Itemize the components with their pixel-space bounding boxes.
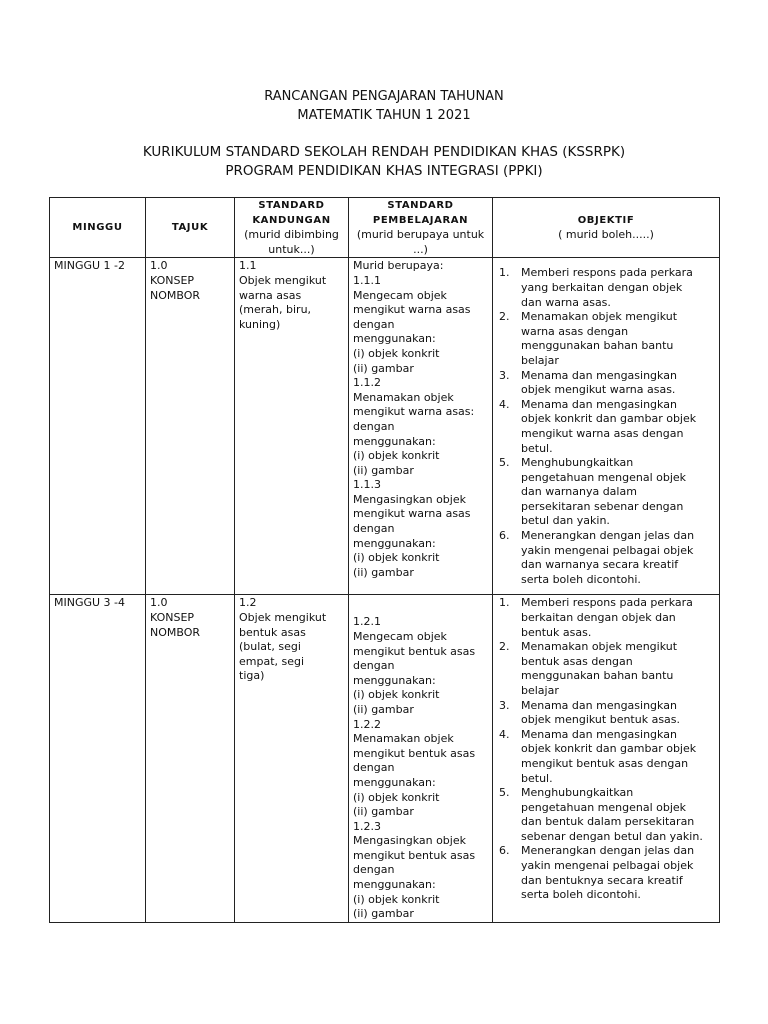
sp-line: (i) objek konkrit — [353, 551, 440, 565]
objektif-line: Menerangkan dengan jelas dan — [521, 529, 695, 543]
sp-line: (ii) gambar — [353, 361, 414, 375]
list-item — [497, 699, 715, 728]
sp-line: Mengasingkan objek — [353, 834, 466, 848]
sp-line: mengikut warna asas: — [353, 405, 475, 419]
sp-line: mengikut warna asas — [353, 507, 471, 521]
list-number: 2. — [499, 640, 510, 654]
cell-tajuk — [146, 258, 235, 595]
list-item — [497, 786, 715, 844]
sk-line: kuning) — [239, 317, 281, 331]
cell-standard-kandungan — [235, 595, 349, 922]
objektif-line: persekitaran sebenar dengan — [521, 499, 684, 513]
sk-line: bentuk asas — [239, 625, 306, 639]
header-obj-line1: OBJEKTIF — [577, 214, 635, 226]
objektif-line: Menerangkan dengan jelas dan — [521, 844, 695, 858]
objektif-line: Menama dan mengasingkan — [521, 368, 677, 382]
list-item — [497, 310, 715, 368]
objektif-line: yakin mengenai pelbagai objek — [521, 543, 694, 557]
list-number: 6. — [499, 529, 510, 543]
sp-line: (i) objek konkrit — [353, 790, 440, 804]
objektif-line: bentuk asas dengan — [521, 654, 633, 668]
header-tajuk: TAJUK — [146, 198, 235, 258]
list-item — [497, 728, 715, 786]
list-number: 1. — [499, 266, 510, 280]
tajuk-line: 1.0 — [150, 596, 168, 610]
list-item — [497, 369, 715, 398]
sp-line: (i) objek konkrit — [353, 688, 440, 702]
sp-line: mengikut bentuk asas — [353, 746, 476, 760]
sp-line: 1.1.1 — [353, 273, 381, 287]
sk-line: tiga) — [239, 669, 265, 683]
list-number: 3. — [499, 698, 510, 712]
list-item — [497, 844, 715, 902]
objektif-line: Menamakan objek mengikut — [521, 310, 678, 324]
title-line-1: RANCANGAN PENGAJARAN TAHUNAN — [264, 89, 504, 104]
tajuk-line: NOMBOR — [150, 625, 201, 639]
sp-line: 1.2.1 — [353, 615, 381, 629]
objektif-line: objek mengikut warna asas. — [521, 383, 676, 397]
sp-line: Mengasingkan objek — [353, 492, 466, 506]
sp-line: menggunakan: — [353, 673, 436, 687]
list-number: 6. — [499, 844, 510, 858]
objektif-line: dan bentuknya secara kreatif — [521, 873, 683, 887]
list-number: 4. — [499, 727, 510, 741]
sp-line: Menamakan objek — [353, 390, 454, 404]
cell-standard-kandungan — [235, 258, 349, 595]
sp-line: dengan — [353, 659, 395, 673]
sp-line: (ii) gambar — [353, 565, 414, 579]
tajuk-line: 1.0 — [150, 259, 168, 273]
cell-tajuk — [146, 595, 235, 922]
sk-line: empat, segi — [239, 654, 305, 668]
objektif-line: objek mengikut bentuk asas. — [521, 713, 681, 727]
header-sk-line3: (murid dibimbing — [244, 228, 339, 242]
list-number: 5. — [499, 786, 510, 800]
cell-objektif — [493, 258, 720, 595]
cell-minggu: MINGGU 1 -2 — [50, 258, 146, 595]
sp-line: Mengecam objek — [353, 288, 447, 302]
cell-minggu: MINGGU 3 -4 — [50, 595, 146, 922]
list-number: 2. — [499, 310, 510, 324]
objektif-line: menggunakan bahan bantu — [521, 339, 674, 353]
subtitle-line-2: PROGRAM PENDIDIKAN KHAS INTEGRASI (PPKI) — [225, 163, 543, 179]
sp-line: 1.1.3 — [353, 478, 381, 492]
sp-line: mengikut bentuk asas — [353, 848, 476, 862]
list-number: 5. — [499, 456, 510, 470]
header-sk-line2: KANDUNGAN — [252, 214, 331, 226]
sp-line: (ii) gambar — [353, 702, 414, 716]
sp-line: dengan — [353, 761, 395, 775]
objektif-line: mengikut warna asas dengan — [521, 426, 684, 440]
objektif-line: objek konkrit dan gambar objek — [521, 412, 697, 426]
objektif-line: Memberi respons pada perkara — [521, 596, 693, 610]
sp-line: (i) objek konkrit — [353, 892, 440, 906]
sp-line: dengan — [353, 317, 395, 331]
subtitle-line-1: KURIKULUM STANDARD SEKOLAH RENDAH PENDIDIKAN KHAS (KSSRPK) — [142, 144, 626, 160]
objektif-list — [497, 596, 715, 902]
sp-line: (ii) gambar — [353, 805, 414, 819]
objektif-line: serta boleh dicontohi. — [521, 572, 641, 586]
list-number: 3. — [499, 368, 510, 382]
sp-line: dengan — [353, 419, 395, 433]
objektif-line: yakin mengenai pelbagai objek — [521, 859, 694, 873]
sk-line: (bulat, segi — [239, 640, 301, 654]
cell-standard-pembelajaran — [349, 595, 493, 922]
sk-line: 1.2 — [239, 596, 257, 610]
sp-line: menggunakan: — [353, 536, 436, 550]
objektif-line: pengetahuan mengenal objek — [521, 800, 687, 814]
objektif-line: sebenar dengan betul dan yakin. — [521, 829, 703, 843]
header-sk-line4: untuk...) — [268, 242, 315, 256]
header-sp-line4: ...) — [413, 242, 428, 256]
list-number: 1. — [499, 596, 510, 610]
header-minggu: MINGGU — [50, 198, 146, 258]
document-subtitle — [0, 143, 768, 181]
objektif-line: berkaitan dengan objek dan — [521, 610, 676, 624]
objektif-line: dan warna asas. — [521, 295, 611, 309]
table-row — [50, 258, 720, 595]
list-item — [497, 640, 715, 698]
table-header-row — [50, 198, 720, 258]
objektif-line: bentuk asas. — [521, 625, 592, 639]
objektif-line: Menghubungkaitkan — [521, 786, 634, 800]
objektif-list — [497, 266, 715, 587]
sp-line: 1.1.2 — [353, 376, 381, 390]
cell-standard-pembelajaran — [349, 258, 493, 595]
sp-line: Menamakan objek — [353, 732, 454, 746]
tajuk-line: KONSEP — [150, 610, 195, 624]
sk-line: (merah, biru, — [239, 303, 312, 317]
objektif-line: menggunakan bahan bantu — [521, 669, 674, 683]
sp-line: dengan — [353, 863, 395, 877]
objektif-line: belajar — [521, 683, 559, 697]
objektif-line: Menamakan objek mengikut — [521, 640, 678, 654]
header-objektif — [493, 198, 720, 258]
tajuk-line: NOMBOR — [150, 288, 201, 302]
objektif-line: serta boleh dicontohi. — [521, 888, 641, 902]
objektif-line: mengikut bentuk asas dengan — [521, 756, 689, 770]
tajuk-line: KONSEP — [150, 273, 195, 287]
list-item — [497, 266, 715, 310]
title-line-2: MATEMATIK TAHUN 1 2021 — [297, 108, 471, 123]
sk-line: warna asas — [239, 288, 302, 302]
objektif-line: warna asas dengan — [521, 324, 629, 338]
sp-line: 1.2.2 — [353, 717, 381, 731]
sp-line: 1.2.3 — [353, 819, 381, 833]
header-obj-line2: ( murid boleh.....) — [558, 228, 654, 242]
sp-line: menggunakan: — [353, 775, 436, 789]
objektif-line: pengetahuan mengenal objek — [521, 470, 687, 484]
header-standard-kandungan — [235, 198, 349, 258]
sp-line: mengikut bentuk asas — [353, 644, 476, 658]
sk-line: 1.1 — [239, 259, 257, 273]
table-row — [50, 595, 720, 922]
objektif-line: betul. — [521, 771, 553, 785]
objektif-line: dan warnanya secara kreatif — [521, 558, 679, 572]
sp-line: Murid berupaya: — [353, 259, 444, 273]
sp-line: (ii) gambar — [353, 907, 414, 921]
cell-objektif — [493, 595, 720, 922]
lesson-plan-table — [49, 197, 720, 923]
list-item — [497, 596, 715, 640]
sp-line: (i) objek konkrit — [353, 449, 440, 463]
objektif-line: objek konkrit dan gambar objek — [521, 742, 697, 756]
header-sp-line3: (murid berupaya untuk — [356, 228, 485, 242]
document-title — [0, 87, 768, 125]
sp-line: (ii) gambar — [353, 463, 414, 477]
sp-line: Mengecam objek — [353, 629, 447, 643]
sp-line: menggunakan: — [353, 434, 436, 448]
sp-line: mengikut warna asas — [353, 303, 471, 317]
list-item — [497, 456, 715, 529]
list-number: 4. — [499, 397, 510, 411]
list-item — [497, 529, 715, 587]
objektif-line: dan bentuk dalam persekitaran — [521, 815, 695, 829]
header-sp-line2: PEMBELAJARAN — [372, 214, 469, 226]
sp-line: menggunakan: — [353, 332, 436, 346]
objektif-line: Menghubungkaitkan — [521, 456, 634, 470]
objektif-line: betul. — [521, 441, 553, 455]
header-sp-line1: STANDARD — [387, 200, 454, 211]
objektif-line: Menama dan mengasingkan — [521, 727, 677, 741]
objektif-line: Memberi respons pada perkara — [521, 266, 693, 280]
objektif-line: yang berkaitan dengan objek — [521, 280, 683, 294]
sp-line: dengan — [353, 522, 395, 536]
sp-line: menggunakan: — [353, 878, 436, 892]
header-sk-line1: STANDARD — [258, 200, 325, 211]
sp-line: (i) objek konkrit — [353, 346, 440, 360]
header-standard-pembelajaran — [349, 198, 493, 258]
objektif-line: belajar — [521, 353, 559, 367]
objektif-line: Menama dan mengasingkan — [521, 698, 677, 712]
sk-line: Objek mengikut — [239, 273, 327, 287]
objektif-line: Menama dan mengasingkan — [521, 397, 677, 411]
sk-line: Objek mengikut — [239, 610, 327, 624]
objektif-line: dan warnanya dalam — [521, 485, 637, 499]
objektif-line: betul dan yakin. — [521, 514, 610, 528]
list-item — [497, 398, 715, 456]
